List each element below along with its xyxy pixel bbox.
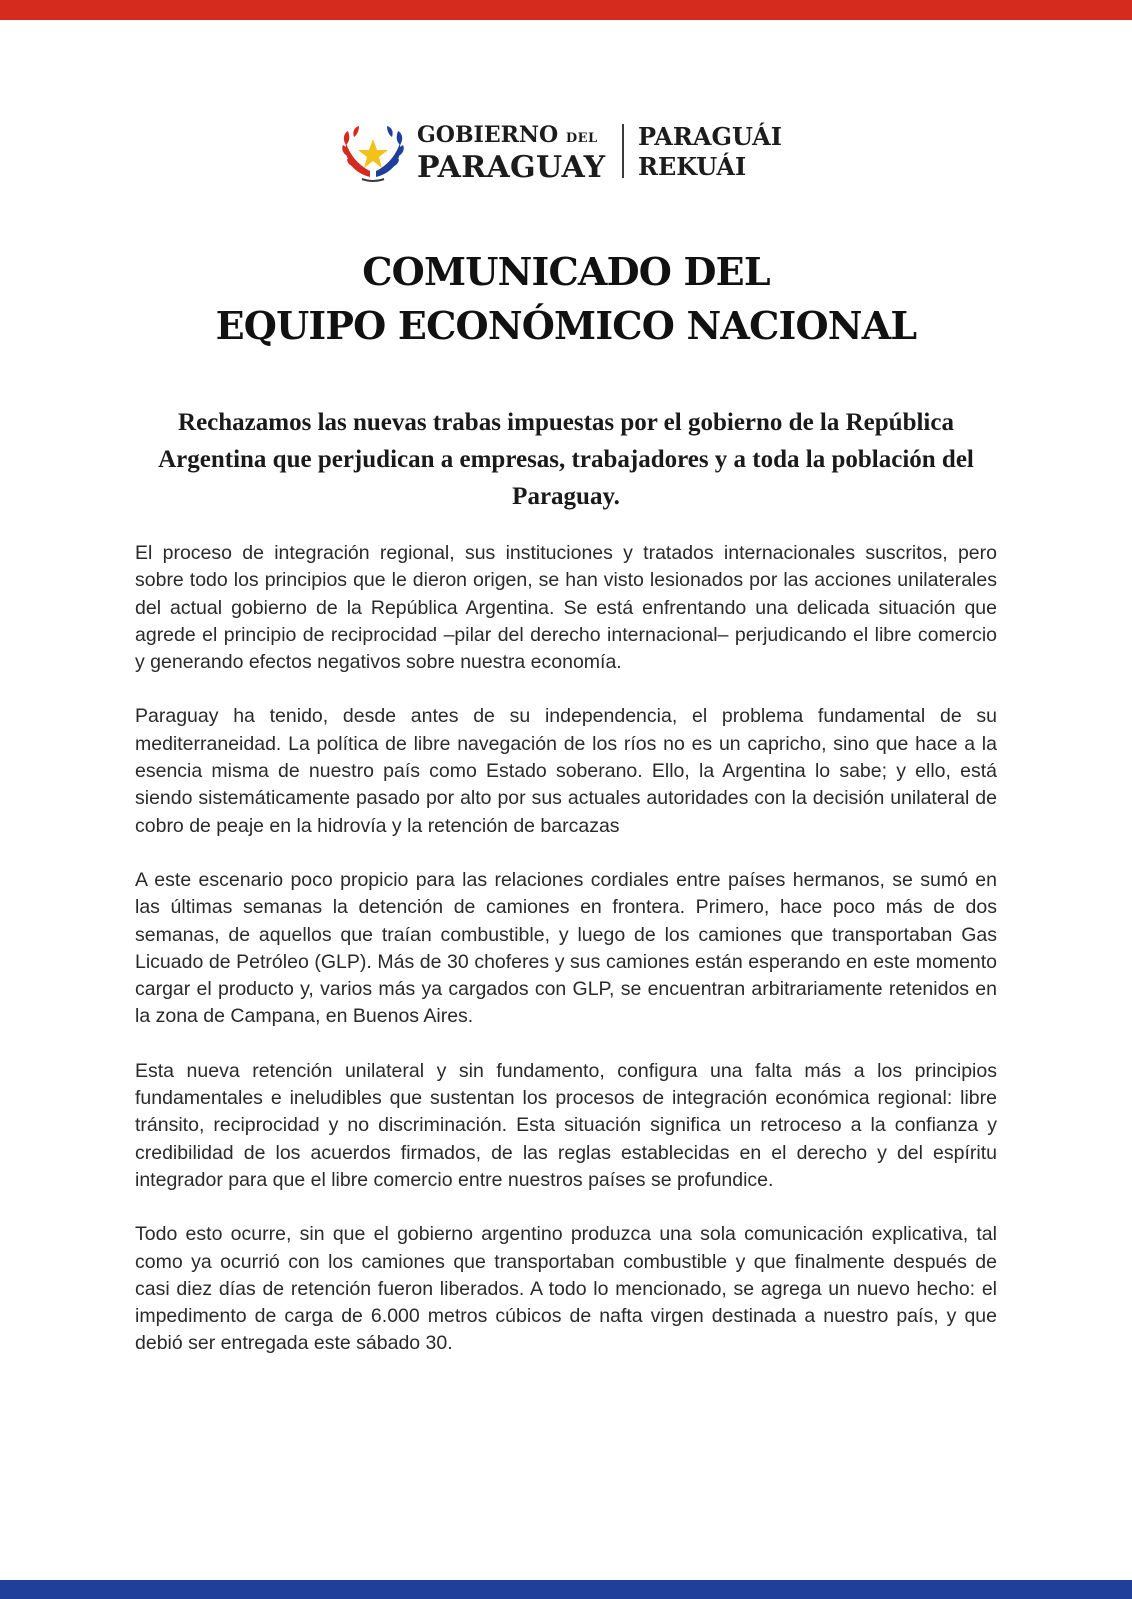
logo-wordmark-spanish [417, 122, 605, 184]
body-paragraph: A este escenario poco propicio para las relaciones cordiales entre países hermanos, se sumó en las últimas semanas la detención de camiones en frontera. Primero, hace poco más de dos semanas, de aquellos que traían combustible, y luego de los camiones que transportaban Gas Licuado de Petróleo (GLP). Más de 30 choferes y sus camiones están esperando en este momento cargar el producto y, varios más ya cargados con GLP, se encuentran arbitrariamente retenidos en la zona de Campana, en Buenos Aires. [135, 868, 997, 1028]
title-line-2: EQUIPO ECONÓMICO NACIONAL [215, 303, 917, 348]
body-paragraph: Esta nueva retención unilateral y sin fundamento, configura una falta más a los principios fundamentales e ineludibles que sustentan los procesos de integración económica regional: libre tránsito, reciprocidad y no discriminación. Esta situación significa un retroceso a la confianza y credibilidad de los acuerdos firmados, de las reglas establecidas en el derecho y del espíritu integrador para que el libre comercio entre nuestros países se profundice. [135, 1059, 997, 1191]
body-paragraph: Todo esto ocurre, sin que el gobierno argentino produzca una sola comunicación explicativa, tal como ya ocurrió con los camiones que transportaban combustible y que finalmente después de casi diez días de retención fueron liberados. A todo lo mencionado, se agrega un nuevo hecho: el impedimento de carga de 6.000 metros cúbicos de nafta virgen destinada a nuestro país, y que debió ser entregada este sábado 30. [135, 1223, 997, 1355]
national-emblem-icon [340, 123, 406, 183]
logo-paraguay: PARAGUAY [417, 150, 606, 185]
logo-paraguai: PARAGUÁI [638, 122, 783, 151]
logo-del: DEL [565, 131, 598, 146]
document-body [135, 540, 997, 1385]
government-logo [340, 118, 800, 188]
document-title [0, 245, 1132, 353]
logo-wordmark-guarani [638, 122, 782, 182]
body-paragraph: Paraguay ha tenido, desde antes de su independencia, el problema fundamental de su mediterraneidad. La política de libre navegación de los ríos no es un capricho, sino que hace a la esencia misma de nuestro país como Estado soberano. Ello, la Argentina lo sabe; y ello, está siendo sistemáticamente pasado por alto por sus actuales autoridades con la decisión unilateral de cobro de peaje en la hidrovía y la retención de barcazas [135, 705, 997, 837]
bottom-color-bar [0, 1580, 1132, 1599]
top-color-bar [0, 0, 1132, 20]
logo-divider [622, 124, 624, 178]
logo-gobierno: GOBIERNO [417, 122, 559, 148]
body-paragraph: El proceso de integración regional, sus instituciones y tratados internacionales suscritos, pero sobre todo los principios que le dieron origen, se han visto lesionados por las acciones unilaterales del actual gobierno de la República Argentina. Se está enfrentando una delicada situación que agrede el principio de reciprocidad –pilar del derecho internacional– perjudicando el libre comercio y generando efectos negativos sobre nuestra economía. [135, 542, 997, 674]
logo-rekuai: REKUÁI [638, 152, 747, 181]
title-line-1: COMUNICADO DEL [362, 249, 770, 294]
document-subtitle: Rechazamos las nuevas trabas impuestas por el gobierno de la República Argentina que perjudican a empresas, trabajadores y a toda la población del Paraguay. [158, 409, 974, 510]
